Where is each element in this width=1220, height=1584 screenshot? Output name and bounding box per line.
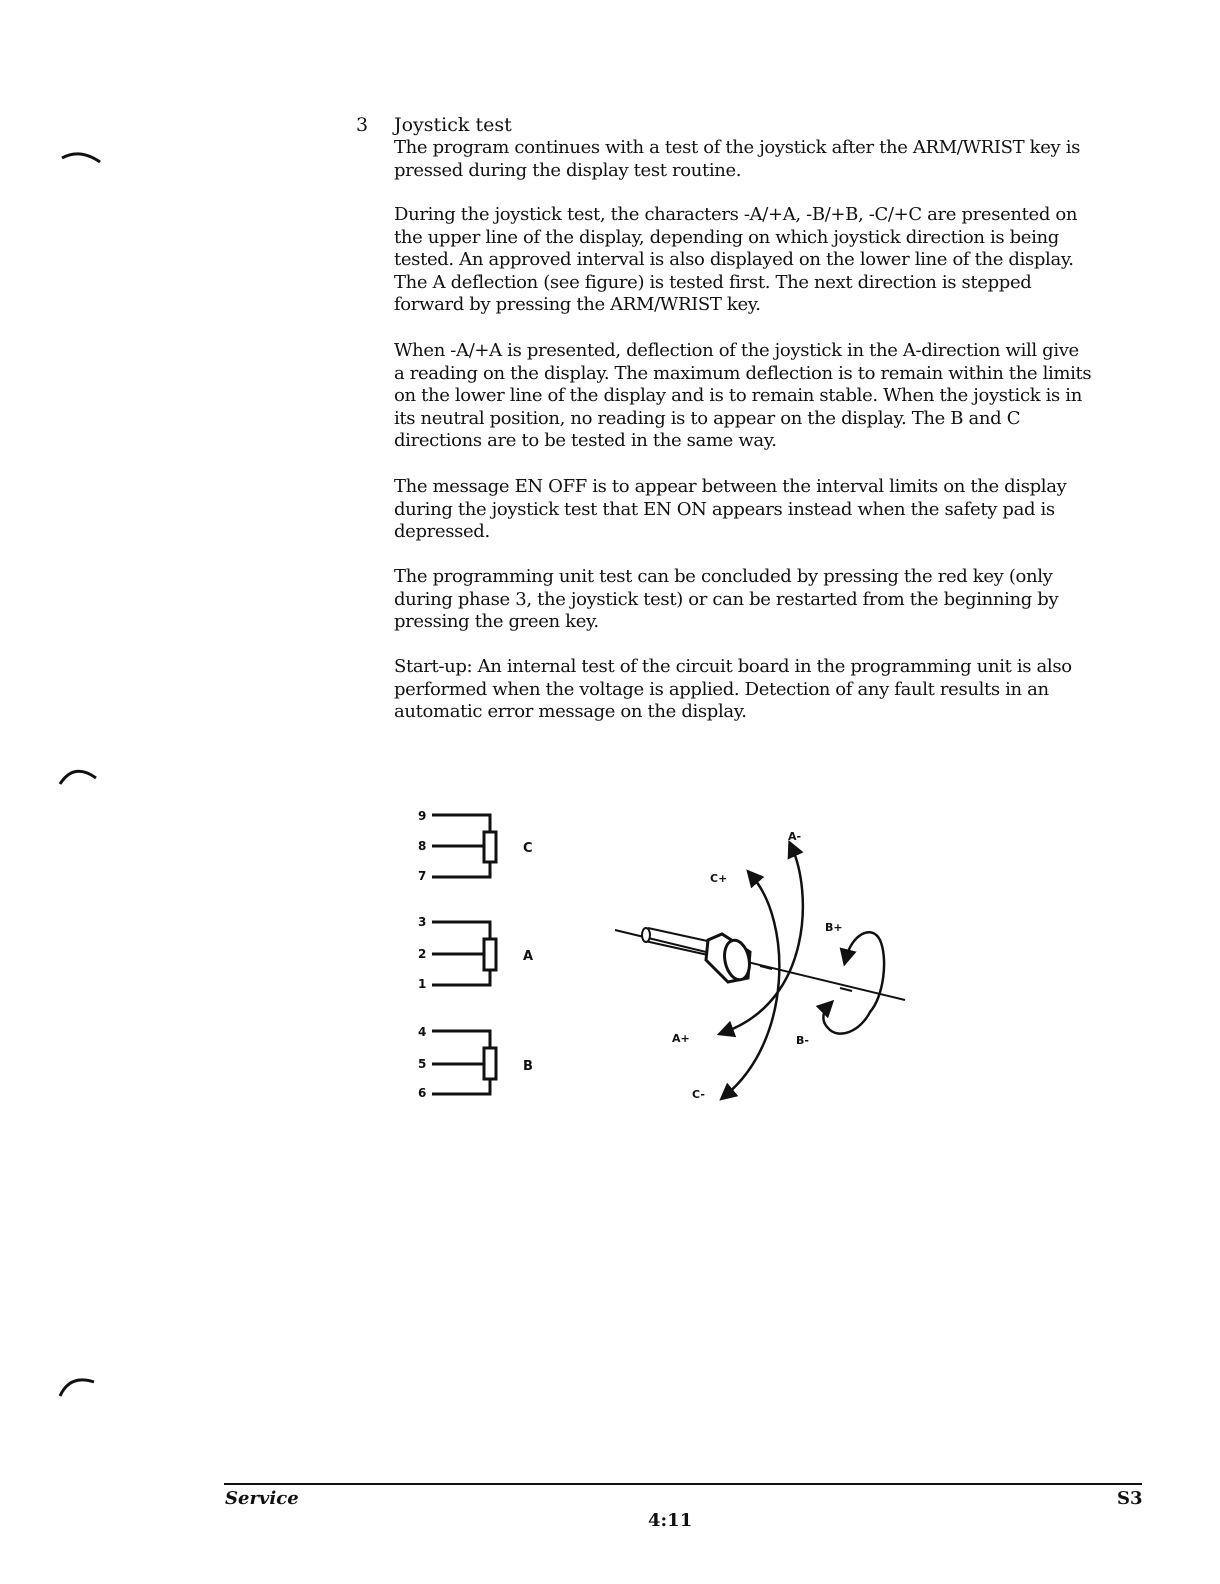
potentiometer-label: C — [523, 841, 533, 856]
section-number: 3 — [356, 114, 369, 136]
direction-label: C+ — [710, 872, 728, 885]
paragraph: Start-up: An internal test of the circuit board in the programming unit is also performed when the voltage is applied. Detection of any fault results in an automatic error message on the display. — [394, 656, 1072, 722]
binding-mark — [60, 144, 104, 166]
pin-label: 6 — [418, 1086, 427, 1100]
pin-label: 9 — [418, 809, 427, 823]
pin-label: 5 — [418, 1057, 427, 1071]
section-title: Joystick test — [394, 114, 512, 136]
footer-rule — [224, 1483, 1142, 1485]
joystick-drawing — [615, 848, 905, 1095]
direction-label: B+ — [825, 921, 843, 934]
potentiometer-b — [418, 1025, 533, 1100]
pin-label: 3 — [418, 915, 427, 929]
binding-mark — [58, 760, 102, 790]
joystick-figure — [400, 800, 920, 1110]
pin-label: 1 — [418, 977, 427, 991]
pin-label: 4 — [418, 1025, 427, 1039]
potentiometer-a — [418, 915, 533, 991]
paragraph: The program continues with a test of the joystick after the ARM/WRIST key is pressed during the display test routine. — [394, 137, 1080, 181]
paragraph: The message EN OFF is to appear between the interval limits on the display during the joystick test that EN ON appears instead when the safety pad is depressed. — [394, 476, 1067, 542]
paragraph: The programming unit test can be concluded by pressing the red key (only during phase 3, the joystick test) or can be restarted from the beginning by pressing the green key. — [394, 566, 1059, 632]
footer-code: S3 — [1117, 1488, 1143, 1509]
pin-label: 2 — [418, 947, 427, 961]
footer-section-label: Service — [225, 1488, 299, 1509]
page-number: 4:11 — [648, 1510, 693, 1531]
direction-label: C- — [692, 1088, 705, 1101]
pin-label: 8 — [418, 839, 427, 853]
potentiometer-label: B — [523, 1059, 533, 1074]
direction-label: A+ — [672, 1032, 690, 1045]
direction-label: A- — [788, 830, 802, 843]
pin-label: 7 — [418, 869, 427, 883]
direction-label: B- — [796, 1034, 809, 1047]
potentiometer-c — [418, 809, 533, 883]
paragraph: When -A/+A is presented, deflection of the joystick in the A-direction will give a reading on the display. The maximum deflection is to remain within the limits on the lower line of the display and is to remain stable. When the joystick is in its neutral position, no reading is to appear on the display. The B and C directions are to be tested in the same way. — [394, 340, 1092, 451]
potentiometer-label: A — [523, 949, 534, 964]
binding-mark — [58, 1370, 102, 1400]
paragraph: During the joystick test, the characters -A/+A, -B/+B, -C/+C are presented on the upper line of the display, depending on which joystick direction is being tested. An approved interval is also displayed on the lower line of the display. The A deflection (see figure) is tested first. The next direction is stepped forward by pressing the ARM/WRIST key. — [394, 204, 1078, 315]
